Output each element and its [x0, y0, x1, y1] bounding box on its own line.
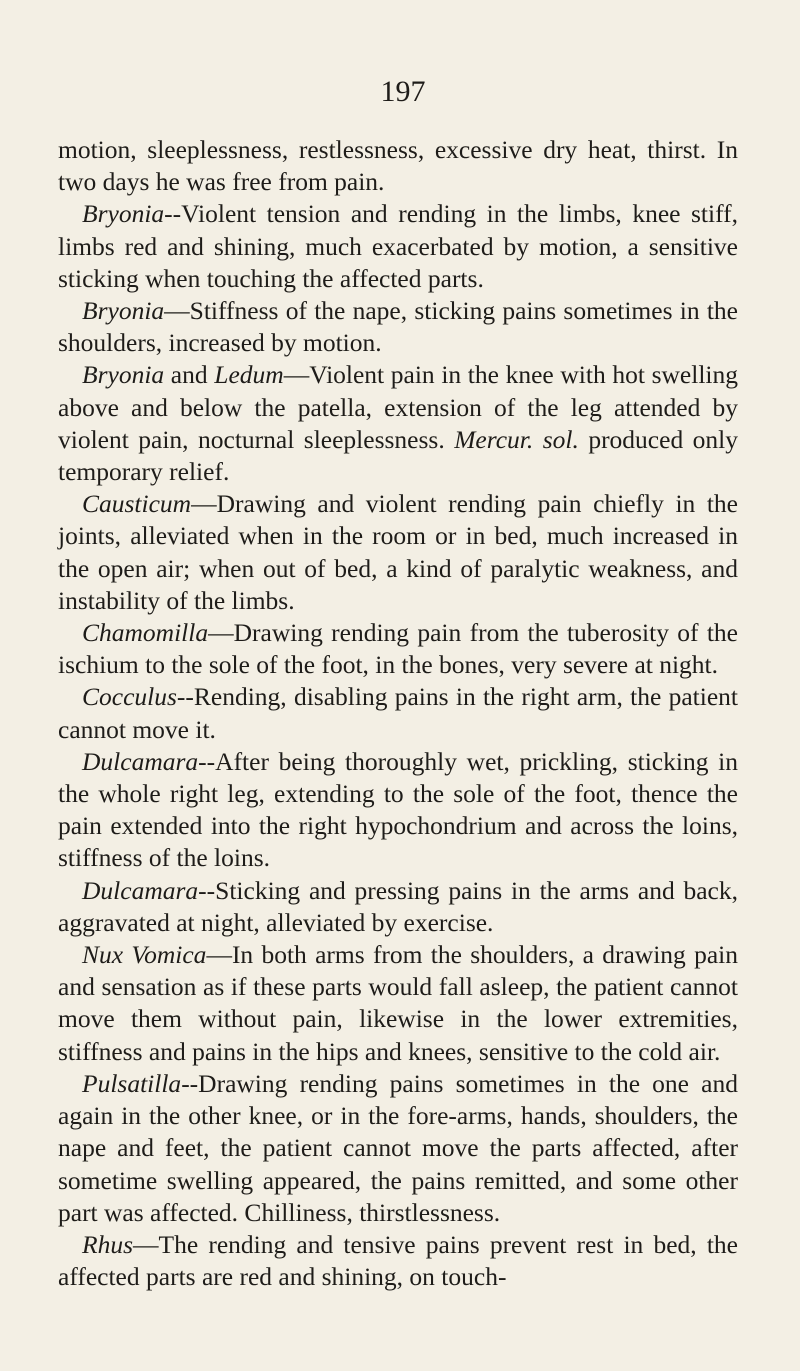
remedy-name: Bryonia	[82, 296, 165, 326]
paragraph-dulcamara-1	[58, 746, 738, 875]
paragraph-text: motion, sleeplessness, restlessness, excessive dry heat, thirst. In two days he was free from pain.	[58, 135, 738, 197]
remedy-name: Bryonia	[82, 199, 165, 229]
paragraph-chamomilla	[58, 617, 738, 681]
paragraph-text: --After being thoroughly wet, prickling, sticking in the whole right leg, extending to the sole of the foot, thence the pain extended into the right hypochondrium and across the loins, stiffness of the loins.	[58, 746, 738, 873]
remedy-name: Chamomilla	[82, 618, 209, 648]
paragraph-text: —In both arms from the shoulders, a drawing pain and sensation as if these parts would fall asleep, the patient cannot move them without pain, likewise in the lower extremities, stiffness and pains in the hips and knees, sensitive to the cold air.	[58, 940, 738, 1066]
remedy-name: Cocculus	[82, 682, 177, 712]
body-text	[58, 134, 738, 1293]
paragraph-text: --Drawing rending pains sometimes in the one and again in the other knee, or in the fore-arms, hands, shoulders, the nape and feet, the patient cannot move the parts affected, after sometime swelling appeared, the pains remitted, and some other part was affected. Chilliness, thirstlessness.	[58, 1068, 738, 1227]
paragraph-bryonia-1	[58, 198, 738, 295]
paragraph-text: --Sticking and pressing pains in the arms and back, aggravated at night, alleviated by exercise.	[58, 875, 738, 937]
paragraph-causticum	[58, 488, 738, 617]
paragraph-text: —The rending and tensive pains prevent rest in bed, the affected parts are red and shining, on touch-	[58, 1229, 738, 1292]
remedy-name: Dulcamara	[82, 746, 199, 776]
remedy-name: Dulcamara	[82, 875, 199, 905]
paragraph-dulcamara-2	[58, 875, 738, 939]
paragraph-nux-vomica	[58, 939, 738, 1068]
paragraph-text: —Drawing and violent rending pain chiefly in the joints, alleviated when in the room or in bed, much increased in the open air; when out of bed, a kind of paralytic weakness, and instability of the limbs.	[58, 489, 738, 615]
paragraph-text: —Drawing rending pain from the tuberosity of the ischium to the sole of the foot, in the bones, very severe at night.	[58, 618, 738, 680]
remedy-name: Bryonia	[82, 360, 165, 390]
remedy-joiner: and	[164, 360, 215, 390]
paragraph-text-tail: produced only temporary relief.	[58, 424, 738, 487]
remedy-name-third: Mercur. sol.	[454, 424, 579, 454]
paragraph-cocculus	[58, 681, 738, 745]
paragraph-pulsatilla	[58, 1068, 738, 1229]
page-number: 197	[380, 75, 426, 108]
remedy-name: Rhus	[82, 1229, 133, 1259]
paragraph-continuation	[58, 134, 738, 198]
paragraph-text: —Violent pain in the knee with hot swelling above and below the patella, extension of the leg attended by violent pain, nocturnal sleeplessness.	[58, 360, 738, 454]
paragraph-rhus	[58, 1229, 738, 1293]
paragraph-text: --Rending, disabling pains in the right arm, the patient cannot move it.	[58, 682, 738, 744]
paragraph-text: --Violent tension and rending in the limbs, knee stiff, limbs red and shining, much exacerbated by motion, a sensitive sticking when touching the affected parts.	[58, 199, 738, 293]
paragraph-bryonia-ledum	[58, 359, 738, 488]
remedy-name: Causticum	[82, 489, 192, 519]
remedy-name-second: Ledum	[214, 360, 284, 390]
paragraph-bryonia-2	[58, 295, 738, 359]
paragraph-text: —Stiffness of the nape, sticking pains sometimes in the shoulders, increased by motion.	[58, 296, 738, 358]
remedy-name: Pulsatilla	[82, 1068, 182, 1098]
remedy-name: Nux Vomica	[82, 940, 207, 970]
